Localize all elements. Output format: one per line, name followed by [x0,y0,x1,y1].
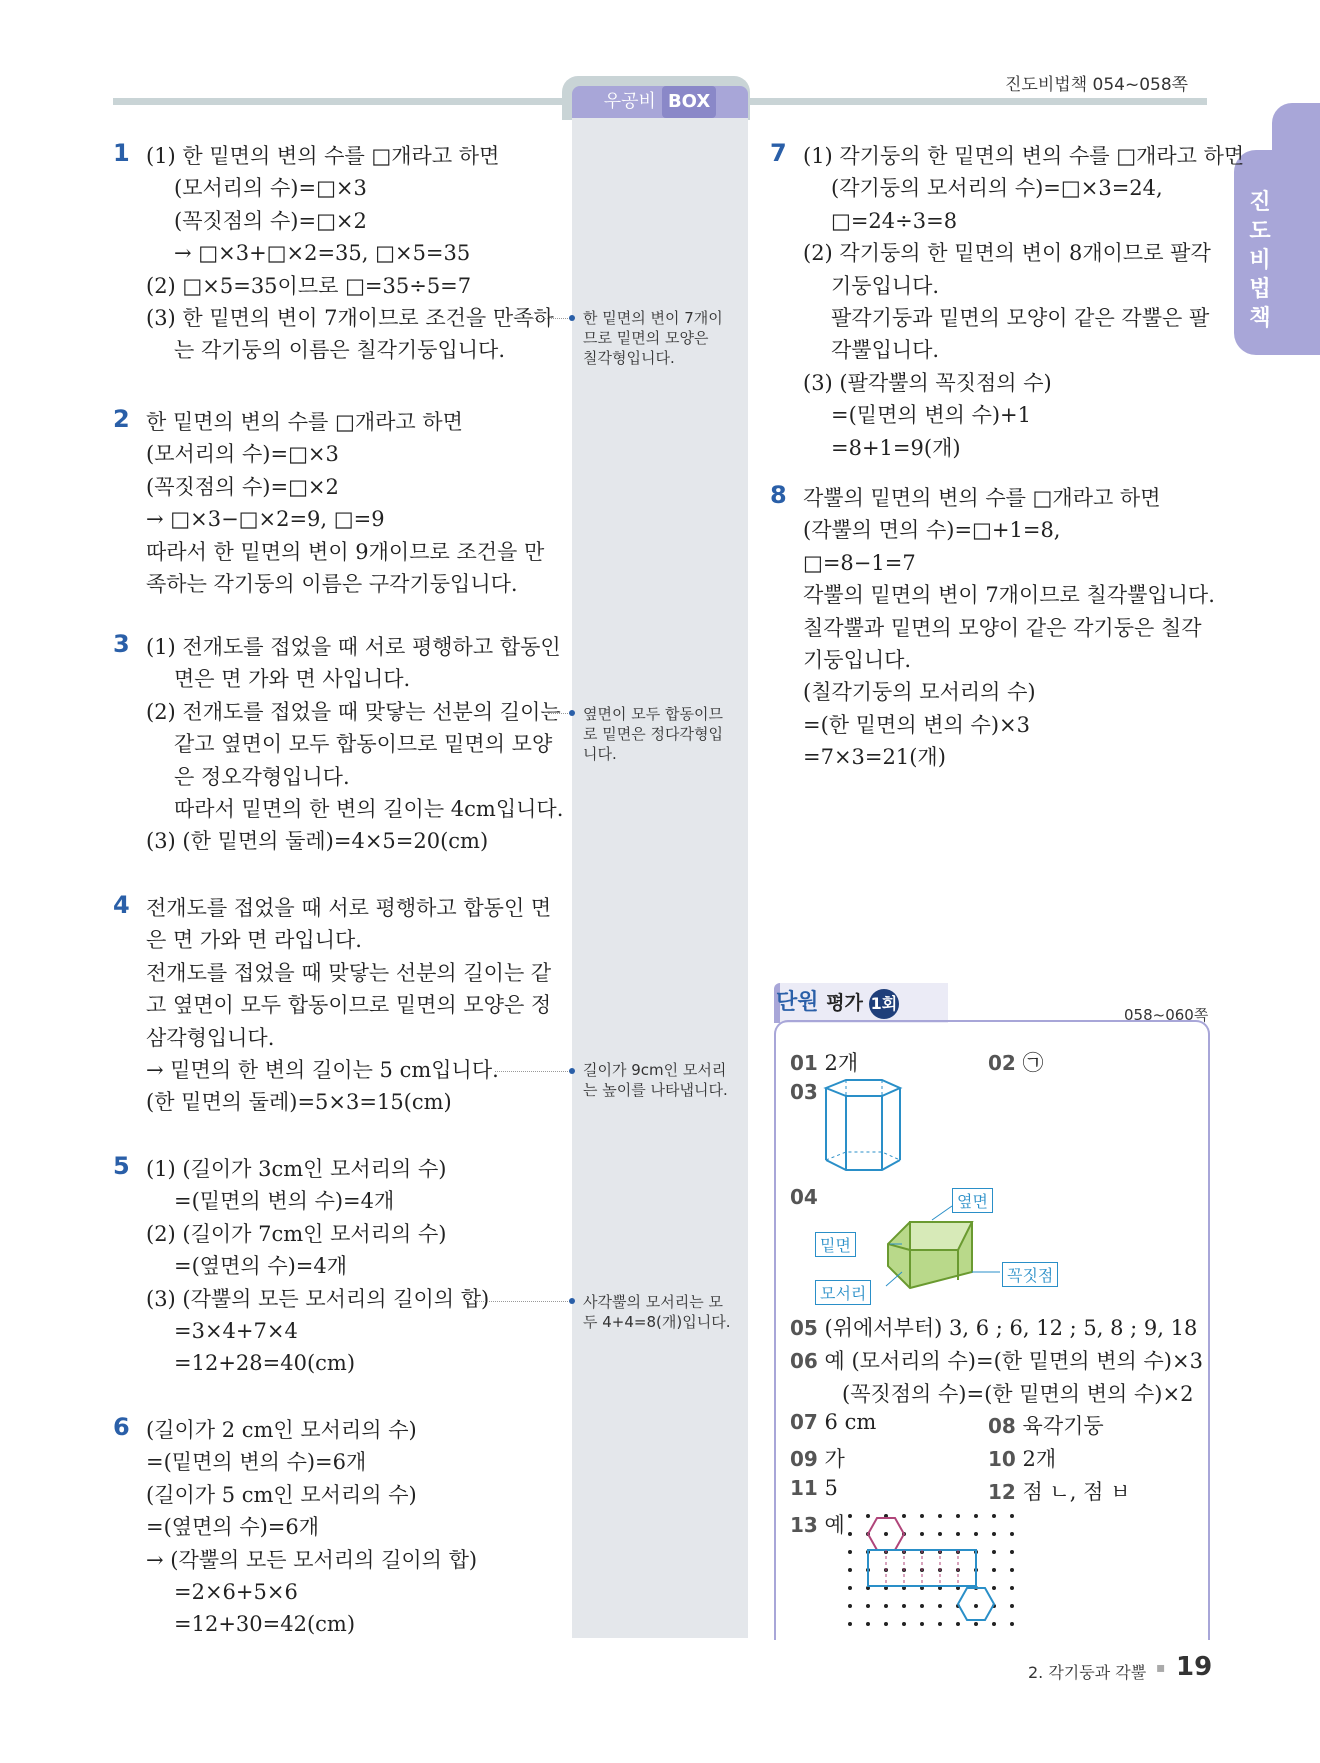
solution-line: (칠각기둥의 모서리의 수) [803,680,1036,705]
answer-02 [988,1047,1044,1077]
solution-line: → □×3+□×2=35, □×5=35 [174,241,471,266]
solution-line: 전개도를 접었을 때 맞닿는 선분의 길이는 같 [146,960,552,985]
solution-line: 는 각기둥의 이름은 칠각기둥입니다. [174,338,505,363]
grid-dot [938,1622,942,1626]
answer-text: 점 ㄴ, 점 ㅂ [1022,1480,1131,1504]
grid-dot [956,1532,960,1536]
grid-dot [1010,1622,1014,1626]
solution-line: (모서리의 수)=□×3 [146,442,339,467]
side-tab-label [1240,188,1280,333]
note-leader-line [495,1071,572,1072]
question-number: 4 [113,891,130,919]
solution-line: (길이가 5 cm인 모서리의 수) [146,1482,417,1507]
grid-dot [1010,1532,1014,1536]
eval-title-b: 평가 [826,992,863,1014]
footer-separator: ▪ [1156,1660,1166,1676]
solution-line: (2) (길이가 7cm인 모서리의 수) [146,1221,447,1246]
grid-dot [992,1550,996,1554]
answer-num: 05 [790,1316,818,1340]
gutter-note [583,1292,743,1332]
solution-line: (1) 전개도를 접었을 때 서로 평행하고 합동인 [146,635,561,659]
gutter-note-line: 길이가 9cm인 모서리 [583,1061,727,1079]
solution-line: 팔각기둥과 밑면의 모양이 같은 각뿔은 팔 [831,306,1210,330]
gutter-note-line: 두 4+4=8(개)입니다. [583,1313,731,1331]
grid-dot [938,1604,942,1608]
solution-line: (3) 한 밑면의 변이 7개이므로 조건을 만족하 [146,306,554,330]
question-number: 5 [113,1152,130,1180]
answer-09 [790,1443,845,1473]
answer-num: 07 [790,1410,818,1434]
grid-dot [992,1586,996,1590]
solution-line: (2) 전개도를 접었을 때 맞닿는 선분의 길이는 [146,699,561,724]
eval-round-badge: 1회 [869,989,899,1019]
answer-13 [790,1509,845,1539]
grid-dot [974,1514,978,1518]
grid-dot [866,1622,870,1626]
grid-dot [884,1622,888,1626]
gutter-note-line: 로 밑면은 정다각형입 [583,725,723,743]
side-tab-char: 책 [1249,306,1271,331]
answer-text: 가 [824,1447,845,1471]
label-side-face: 옆면 [952,1188,993,1213]
answer-text: 2개 [1022,1447,1057,1471]
solution-line: (각뿔의 면의 수)=□+1=8, [803,518,1061,543]
question-number: 7 [770,139,787,167]
grid-dot [974,1604,978,1608]
solution-line: =(밑면의 변의 수)=6개 [146,1450,367,1475]
solution-line: (3) (한 밑면의 둘레)=4×5=20(cm) [146,829,489,854]
question-number: 6 [113,1413,130,1441]
label-base-face: 밑면 [815,1232,856,1257]
grid-dot [848,1514,852,1518]
side-tab-char: 도 [1249,219,1271,244]
solution-line: 은 정오각형입니다. [174,764,350,789]
gutter-note-line: 는 높이를 나타냅니다. [583,1081,728,1099]
answer-num: 01 [790,1051,818,1075]
solution-line: =7×3=21(개) [803,745,946,770]
hexagonal-prism-figure [812,1078,908,1176]
solution-line: 전개도를 접었을 때 서로 평행하고 합동인 면 [146,896,552,920]
grid-dot [938,1514,942,1518]
answer-text: ㉠ [1022,1051,1044,1075]
answer-12 [988,1476,1130,1506]
solution-line: =(옆면의 수)=4개 [174,1254,348,1279]
box-tab-label: 우공비 [603,91,656,112]
solution-line: (각기둥의 모서리의 수)=□×3=24, [831,176,1163,201]
grid-dot [848,1604,852,1608]
solution-line: =12+28=40(cm) [174,1351,356,1376]
grid-dot [974,1532,978,1536]
solution-line: → (각뿔의 모든 모서리의 길이의 합) [146,1547,478,1572]
label-leader-lines [862,1204,1012,1300]
answer-text: 육각기둥 [1022,1414,1104,1438]
solution-line: (꼭짓점의 수)=□×2 [146,474,339,499]
grid-dot [902,1604,906,1608]
page-number: 19 [1176,1652,1213,1682]
answer-num: 12 [988,1480,1016,1504]
note-leader-line [520,318,572,319]
gutter-note-line: 한 밑면의 변이 7개이 [583,309,723,327]
gutter-note [583,704,743,764]
solution-line: □=8−1=7 [803,550,916,575]
solution-line: =3×4+7×4 [174,1319,298,1343]
solution-line: (3) (각뿔의 모든 모서리의 길이의 합) [146,1286,490,1311]
gutter-note-line: 므로 밑면의 모양은 [583,329,709,347]
question-number: 8 [770,481,787,509]
side-tab-char: 비 [1249,248,1271,273]
question-number: 1 [113,139,130,167]
answer-text: 6 cm [824,1410,877,1434]
solution-line: 족하는 각기둥의 이름은 구각기둥입니다. [146,572,518,596]
question-number: 2 [113,405,130,433]
chapter-title: 2. 각기둥과 각뿔 [1028,1663,1147,1682]
answer-05 [790,1312,1197,1342]
grid-dot [992,1514,996,1518]
solution-line: (꼭짓점의 수)=□×2 [174,208,367,233]
grid-dot [902,1514,906,1518]
eval-title [776,985,899,1019]
box-tab-tag: BOX [662,86,716,118]
note-bullet [569,315,575,321]
grid-dot [1010,1568,1014,1572]
solution-line: 면은 면 가와 면 사입니다. [174,667,411,692]
box-tab [572,86,748,118]
solution-line: 각뿔의 밑면의 변의 수를 □개라고 하면 [803,486,1161,510]
answer-num: 13 [790,1513,818,1537]
solution-line: 삼각형입니다. [146,1025,275,1050]
answer-num: 03 [790,1080,818,1104]
grid-dot [884,1604,888,1608]
grid-dot [902,1622,906,1626]
answer-01 [790,1047,858,1077]
grid-dot [848,1568,852,1572]
solution-line: =(밑면의 변의 수)=4개 [174,1189,395,1214]
solution-line: (3) (팔각뿔의 꼭짓점의 수) [803,370,1052,395]
gutter-note [583,1060,743,1100]
solution-line: (2) □×5=35이므로 □=35÷5=7 [146,273,472,298]
answer-num: 02 [988,1051,1016,1075]
eval-page-ref: 058~060쪽 [1124,1006,1209,1024]
eval-title-a: 단원 [776,990,819,1015]
note-leader-line [476,1301,572,1302]
grid-dot [1010,1604,1014,1608]
solution-line: 고 옆면이 모두 합동이므로 밑면의 모양은 정 [146,993,552,1018]
solution-line: 각뿔의 밑면의 변이 7개이므로 칠각뿔입니다. [803,583,1215,608]
solution-line: =(옆면의 수)=6개 [146,1515,320,1540]
grid-dot [956,1622,960,1626]
grid-dot [1010,1550,1014,1554]
gutter-note-line: 칠각형입니다. [583,349,675,367]
solution-line: =12+30=42(cm) [174,1612,356,1637]
grid-dot [992,1532,996,1536]
grid-dot [866,1514,870,1518]
label-vertex: 꼭짓점 [1002,1262,1058,1287]
solution-line: 같고 옆면이 모두 합동이므로 밑면의 모양 [174,732,553,757]
solution-line: =2×6+5×6 [174,1580,298,1604]
grid-dot [992,1622,996,1626]
dot-grid-net-figure [840,1510,1040,1640]
answer-text: 5 [824,1476,838,1500]
grid-dot [920,1532,924,1536]
grid-dot [884,1532,888,1536]
answer-04 [790,1185,818,1209]
solution-line: 기둥입니다. [831,273,940,298]
answer-07 [790,1410,876,1434]
grid-dot [920,1622,924,1626]
answer-06 [790,1345,1203,1375]
answer-text: 예 [824,1513,845,1537]
solution-line: =(밑면의 변의 수)+1 [831,403,1032,428]
answer-num: 08 [988,1414,1016,1438]
solution-line: 따라서 한 밑면의 변이 9개이므로 조건을 만 [146,539,545,564]
note-bullet [569,1298,575,1304]
solution-line: =(한 밑면의 변의 수)×3 [803,712,1030,737]
solution-line: → 밑면의 한 변의 길이는 5 cm입니다. [146,1058,499,1082]
answer-num: 10 [988,1447,1016,1471]
grid-dot [974,1622,978,1626]
grid-dot [848,1532,852,1536]
side-tab-char: 법 [1249,277,1271,302]
answer-10 [988,1443,1056,1473]
solution-line: 따라서 밑면의 한 변의 길이는 4cm입니다. [174,797,564,821]
answer-text: 2개 [824,1051,859,1075]
answer-num: 06 [790,1349,818,1373]
answer-11 [790,1476,838,1500]
solution-line: (모서리의 수)=□×3 [174,176,367,201]
grid-dot [848,1586,852,1590]
page-reference: 진도비법책 054~058쪽 [1005,75,1189,95]
grid-dot [956,1514,960,1518]
side-tab-char: 진 [1249,190,1271,215]
answer-text: 예 (모서리의 수)=(한 밑면의 변의 수)×3 [824,1349,1203,1373]
grid-dot [920,1604,924,1608]
solution-line: (1) 한 밑면의 변의 수를 □개라고 하면 [146,144,500,168]
grid-dot [1010,1586,1014,1590]
solution-line: □=24÷3=8 [831,208,958,233]
grid-dot [848,1622,852,1626]
solution-line: =8+1=9(개) [831,435,961,460]
grid-dot [1010,1514,1014,1518]
answer-num: 11 [790,1476,818,1500]
grid-dot [992,1568,996,1572]
solution-line: 각뿔입니다. [831,338,940,363]
note-bullet [569,710,575,716]
gutter-note-line: 니다. [583,745,617,763]
grid-dot [938,1532,942,1536]
answer-08 [988,1410,1104,1440]
question-number: 3 [113,630,130,658]
grid-dot [920,1514,924,1518]
solution-line: 은 면 가와 면 라입니다. [146,928,362,953]
grid-dot [848,1550,852,1554]
answer-text: (위에서부터) 3, 6 ; 6, 12 ; 5, 8 ; 9, 18 [824,1316,1198,1340]
solution-line: 한 밑면의 변의 수를 □개라고 하면 [146,410,463,434]
solution-line: (2) 각기둥의 한 밑면의 변이 8개이므로 팔각 [803,241,1211,266]
gutter-note-line: 사각뿔의 모서리는 모 [583,1293,723,1311]
solution-line: (길이가 2 cm인 모서리의 수) [146,1418,417,1442]
solution-line: (1) (길이가 3cm인 모서리의 수) [146,1157,447,1181]
solution-line: 기둥입니다. [803,648,912,672]
answer-06-line2 [842,1378,1193,1408]
answer-num: 04 [790,1185,818,1209]
grid-dot [866,1604,870,1608]
solution-line: 칠각뿔과 밑면의 모양이 같은 각기둥은 칠각 [803,615,1202,640]
solution-line: → □×3−□×2=9, □=9 [146,507,385,532]
solution-line: (한 밑면의 둘레)=5×3=15(cm) [146,1090,452,1115]
answer-text: (꼭짓점의 수)=(한 밑면의 변의 수)×2 [842,1382,1194,1406]
note-bullet [569,1068,575,1074]
solution-line: (1) 각기둥의 한 밑면의 변의 수를 □개라고 하면 [803,144,1245,168]
gutter-note-line: 옆면이 모두 합동이므 [583,705,723,723]
answer-num: 09 [790,1447,818,1471]
gutter-note [583,308,743,368]
label-edge: 모서리 [815,1280,871,1305]
